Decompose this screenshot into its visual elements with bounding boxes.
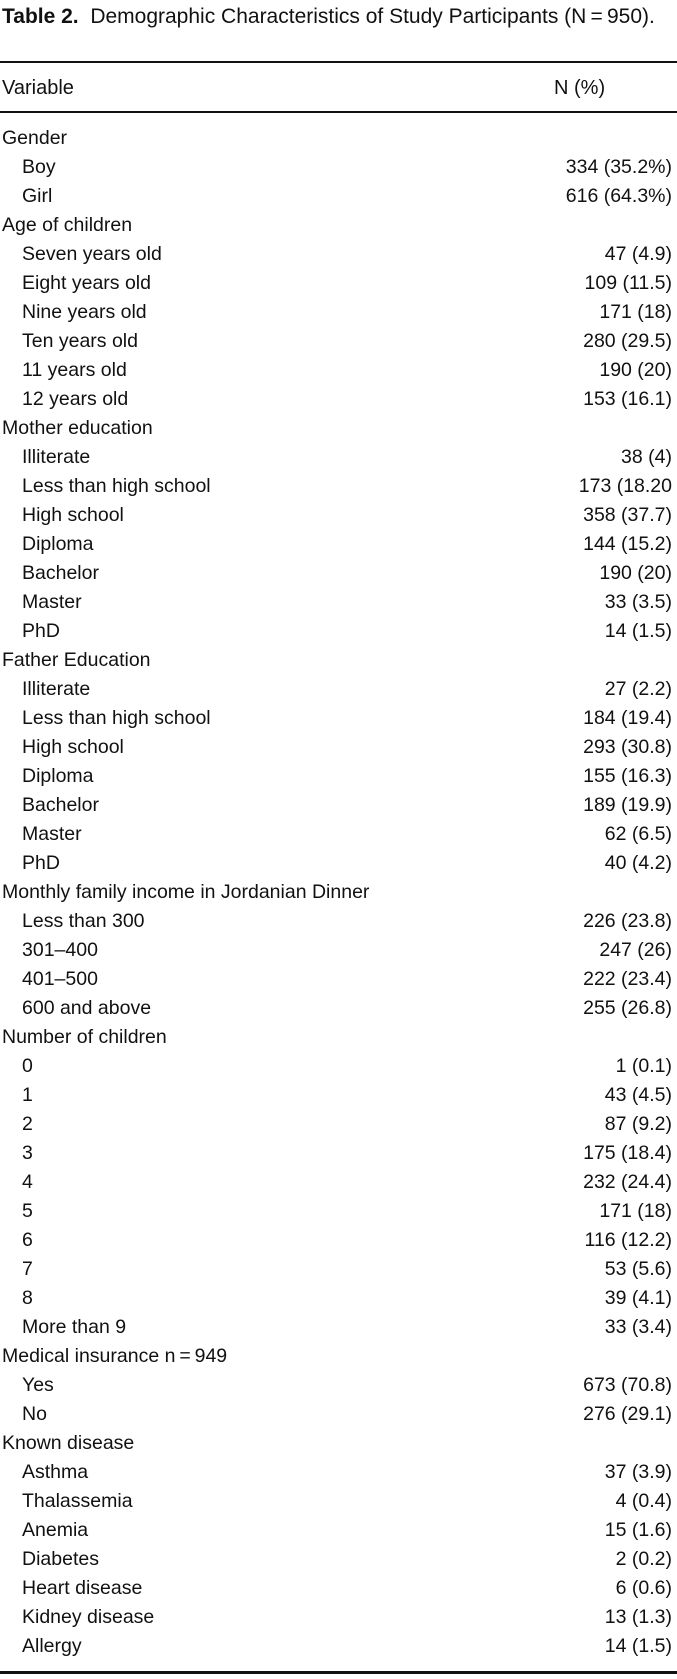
row-label: Eight years old	[22, 272, 151, 294]
table-row	[0, 907, 677, 936]
table-row	[0, 1052, 677, 1081]
row-value: 27 (2.2)	[604, 678, 672, 700]
row-label: 401–500	[22, 968, 98, 990]
row-label: 2	[22, 1113, 33, 1135]
row-value: 334 (35.2%)	[565, 156, 672, 178]
table-row	[0, 588, 677, 617]
row-value: 53 (5.6)	[604, 1258, 672, 1280]
row-value: 1 (0.1)	[615, 1055, 672, 1077]
table-row	[0, 820, 677, 849]
row-label: Boy	[22, 156, 56, 178]
row-label: Yes	[22, 1374, 54, 1396]
row-label: Less than high school	[22, 475, 211, 497]
row-value: 673 (70.8)	[583, 1374, 672, 1396]
row-value: 4 (0.4)	[615, 1490, 672, 1512]
table-row	[0, 1487, 677, 1516]
group-label: Known disease	[2, 1432, 135, 1454]
row-value: 13 (1.3)	[604, 1606, 672, 1628]
row-label: Thalassemia	[22, 1490, 133, 1512]
row-value: 33 (3.5)	[604, 591, 672, 613]
table-row	[0, 1139, 677, 1168]
row-value: 190 (20)	[599, 359, 672, 381]
table-title: Demographic Characteristics of Study Participants (N = 950).	[90, 5, 655, 28]
table-row	[0, 1255, 677, 1284]
row-label: 5	[22, 1200, 33, 1222]
row-value: 109 (11.5)	[584, 272, 672, 294]
table-row	[0, 356, 677, 385]
row-value: 247 (26)	[599, 939, 672, 961]
table-row	[0, 1400, 677, 1429]
table-row	[0, 1226, 677, 1255]
row-value: 358 (37.7)	[583, 504, 672, 526]
row-value: 226 (23.8)	[583, 910, 672, 932]
row-label: Allergy	[22, 1635, 82, 1657]
row-label: Illiterate	[22, 678, 91, 700]
row-label: 600 and above	[22, 997, 152, 1019]
table-row	[0, 791, 677, 820]
row-value: 280 (29.5)	[583, 330, 672, 352]
table-row	[0, 1545, 677, 1574]
row-value: 87 (9.2)	[604, 1113, 672, 1135]
row-label: 301–400	[22, 939, 98, 961]
group-label: Mother education	[2, 417, 153, 439]
row-value: 184 (19.4)	[583, 707, 672, 729]
row-label: Master	[22, 823, 82, 845]
header-rule	[0, 111, 677, 113]
group-row	[0, 1429, 677, 1458]
row-value: 155 (16.3)	[583, 765, 672, 787]
row-label: Master	[22, 591, 82, 613]
row-label: Girl	[22, 185, 53, 207]
group-label: Number of children	[2, 1026, 167, 1048]
row-label: 3	[22, 1142, 33, 1164]
row-value: 171 (18)	[599, 1200, 672, 1222]
row-label: High school	[22, 736, 124, 758]
table-row	[0, 327, 677, 356]
row-value: 293 (30.8)	[583, 736, 672, 758]
column-header-n-percent: N (%)	[554, 77, 606, 99]
table-row	[0, 1284, 677, 1313]
row-value: 173 (18.20	[578, 475, 672, 497]
row-value: 153 (16.1)	[583, 388, 672, 410]
row-label: Diploma	[22, 765, 94, 787]
row-label: Less than 300	[22, 910, 145, 932]
table-row	[0, 675, 677, 704]
table-body	[0, 124, 677, 1661]
row-label: Nine years old	[22, 301, 147, 323]
row-value: 6 (0.6)	[615, 1577, 672, 1599]
table-row	[0, 1197, 677, 1226]
row-label: 1	[22, 1084, 33, 1106]
row-value: 38 (4)	[621, 446, 672, 468]
group-row	[0, 124, 677, 153]
table-row	[0, 240, 677, 269]
table-row	[0, 1603, 677, 1632]
row-value: 62 (6.5)	[604, 823, 672, 845]
table-row	[0, 1574, 677, 1603]
table-row	[0, 1313, 677, 1342]
row-value: 255 (26.8)	[583, 997, 672, 1019]
row-label: PhD	[22, 620, 60, 642]
row-label: Asthma	[22, 1461, 89, 1483]
row-label: Less than high school	[22, 707, 211, 729]
row-label: PhD	[22, 852, 60, 874]
row-label: Bachelor	[22, 562, 99, 584]
row-value: 616 (64.3%)	[565, 185, 672, 207]
table-row	[0, 1632, 677, 1661]
group-row	[0, 878, 677, 907]
table-row	[0, 1458, 677, 1487]
row-value: 14 (1.5)	[604, 1635, 672, 1657]
row-label: Bachelor	[22, 794, 99, 816]
table-row	[0, 936, 677, 965]
group-label: Father Education	[2, 649, 151, 671]
table-row	[0, 994, 677, 1023]
row-label: 6	[22, 1229, 33, 1251]
table-row	[0, 1516, 677, 1545]
group-row	[0, 1023, 677, 1052]
row-label: Ten years old	[22, 330, 138, 352]
table-row	[0, 1371, 677, 1400]
group-label: Medical insurance n = 949	[2, 1345, 228, 1367]
table-row	[0, 1168, 677, 1197]
row-label: 11 years old	[22, 359, 127, 381]
row-label: 8	[22, 1287, 33, 1309]
group-label: Monthly family income in Jordanian Dinner	[2, 881, 370, 903]
table-row	[0, 704, 677, 733]
row-value: 222 (23.4)	[583, 968, 672, 990]
table-row	[0, 298, 677, 327]
group-label: Age of children	[2, 214, 133, 236]
table-row	[0, 762, 677, 791]
row-value: 171 (18)	[599, 301, 672, 323]
row-label: High school	[22, 504, 124, 526]
table-row	[0, 617, 677, 646]
table-caption	[2, 3, 662, 31]
table-row	[0, 269, 677, 298]
table-row	[0, 559, 677, 588]
group-row	[0, 646, 677, 675]
row-label: Heart disease	[22, 1577, 143, 1599]
column-header-variable: Variable	[2, 77, 74, 99]
row-value: 190 (20)	[599, 562, 672, 584]
group-row	[0, 414, 677, 443]
table-row	[0, 530, 677, 559]
row-label: Diploma	[22, 533, 94, 555]
group-label: Gender	[2, 127, 68, 149]
row-value: 232 (24.4)	[583, 1171, 672, 1193]
table-row	[0, 472, 677, 501]
group-row	[0, 1342, 677, 1371]
table-row	[0, 965, 677, 994]
row-value: 33 (3.4)	[604, 1316, 672, 1338]
row-value: 15 (1.6)	[604, 1519, 672, 1541]
table-row	[0, 501, 677, 530]
table-label: Table 2.	[2, 5, 79, 28]
row-label: Anemia	[22, 1519, 89, 1541]
table-row	[0, 733, 677, 762]
table-row	[0, 849, 677, 878]
row-label: Diabetes	[22, 1548, 99, 1570]
row-label: Kidney disease	[22, 1606, 155, 1628]
row-label: 7	[22, 1258, 33, 1280]
row-value: 144 (15.2)	[583, 533, 672, 555]
table-row	[0, 182, 677, 211]
row-value: 37 (3.9)	[604, 1461, 672, 1483]
row-label: No	[22, 1403, 47, 1425]
row-label: 12 years old	[22, 388, 129, 410]
row-value: 189 (19.9)	[583, 794, 672, 816]
group-row	[0, 211, 677, 240]
row-value: 2 (0.2)	[615, 1548, 672, 1570]
table-row	[0, 153, 677, 182]
row-label: 0	[22, 1055, 33, 1077]
row-value: 47 (4.9)	[604, 243, 672, 265]
row-value: 39 (4.1)	[604, 1287, 672, 1309]
table-row	[0, 1081, 677, 1110]
row-value: 40 (4.2)	[604, 852, 672, 874]
bottom-rule	[0, 1671, 677, 1674]
table-row	[0, 385, 677, 414]
row-label: Seven years old	[22, 243, 162, 265]
row-value: 14 (1.5)	[604, 620, 672, 642]
row-label: 4	[22, 1171, 33, 1193]
row-label: More than 9	[22, 1316, 127, 1338]
row-value: 175 (18.4)	[583, 1142, 672, 1164]
top-rule	[0, 61, 677, 63]
row-value: 276 (29.1)	[583, 1403, 672, 1425]
table-row	[0, 1110, 677, 1139]
row-value: 116 (12.2)	[584, 1229, 672, 1251]
table-row	[0, 443, 677, 472]
row-label: Illiterate	[22, 446, 91, 468]
row-value: 43 (4.5)	[604, 1084, 672, 1106]
